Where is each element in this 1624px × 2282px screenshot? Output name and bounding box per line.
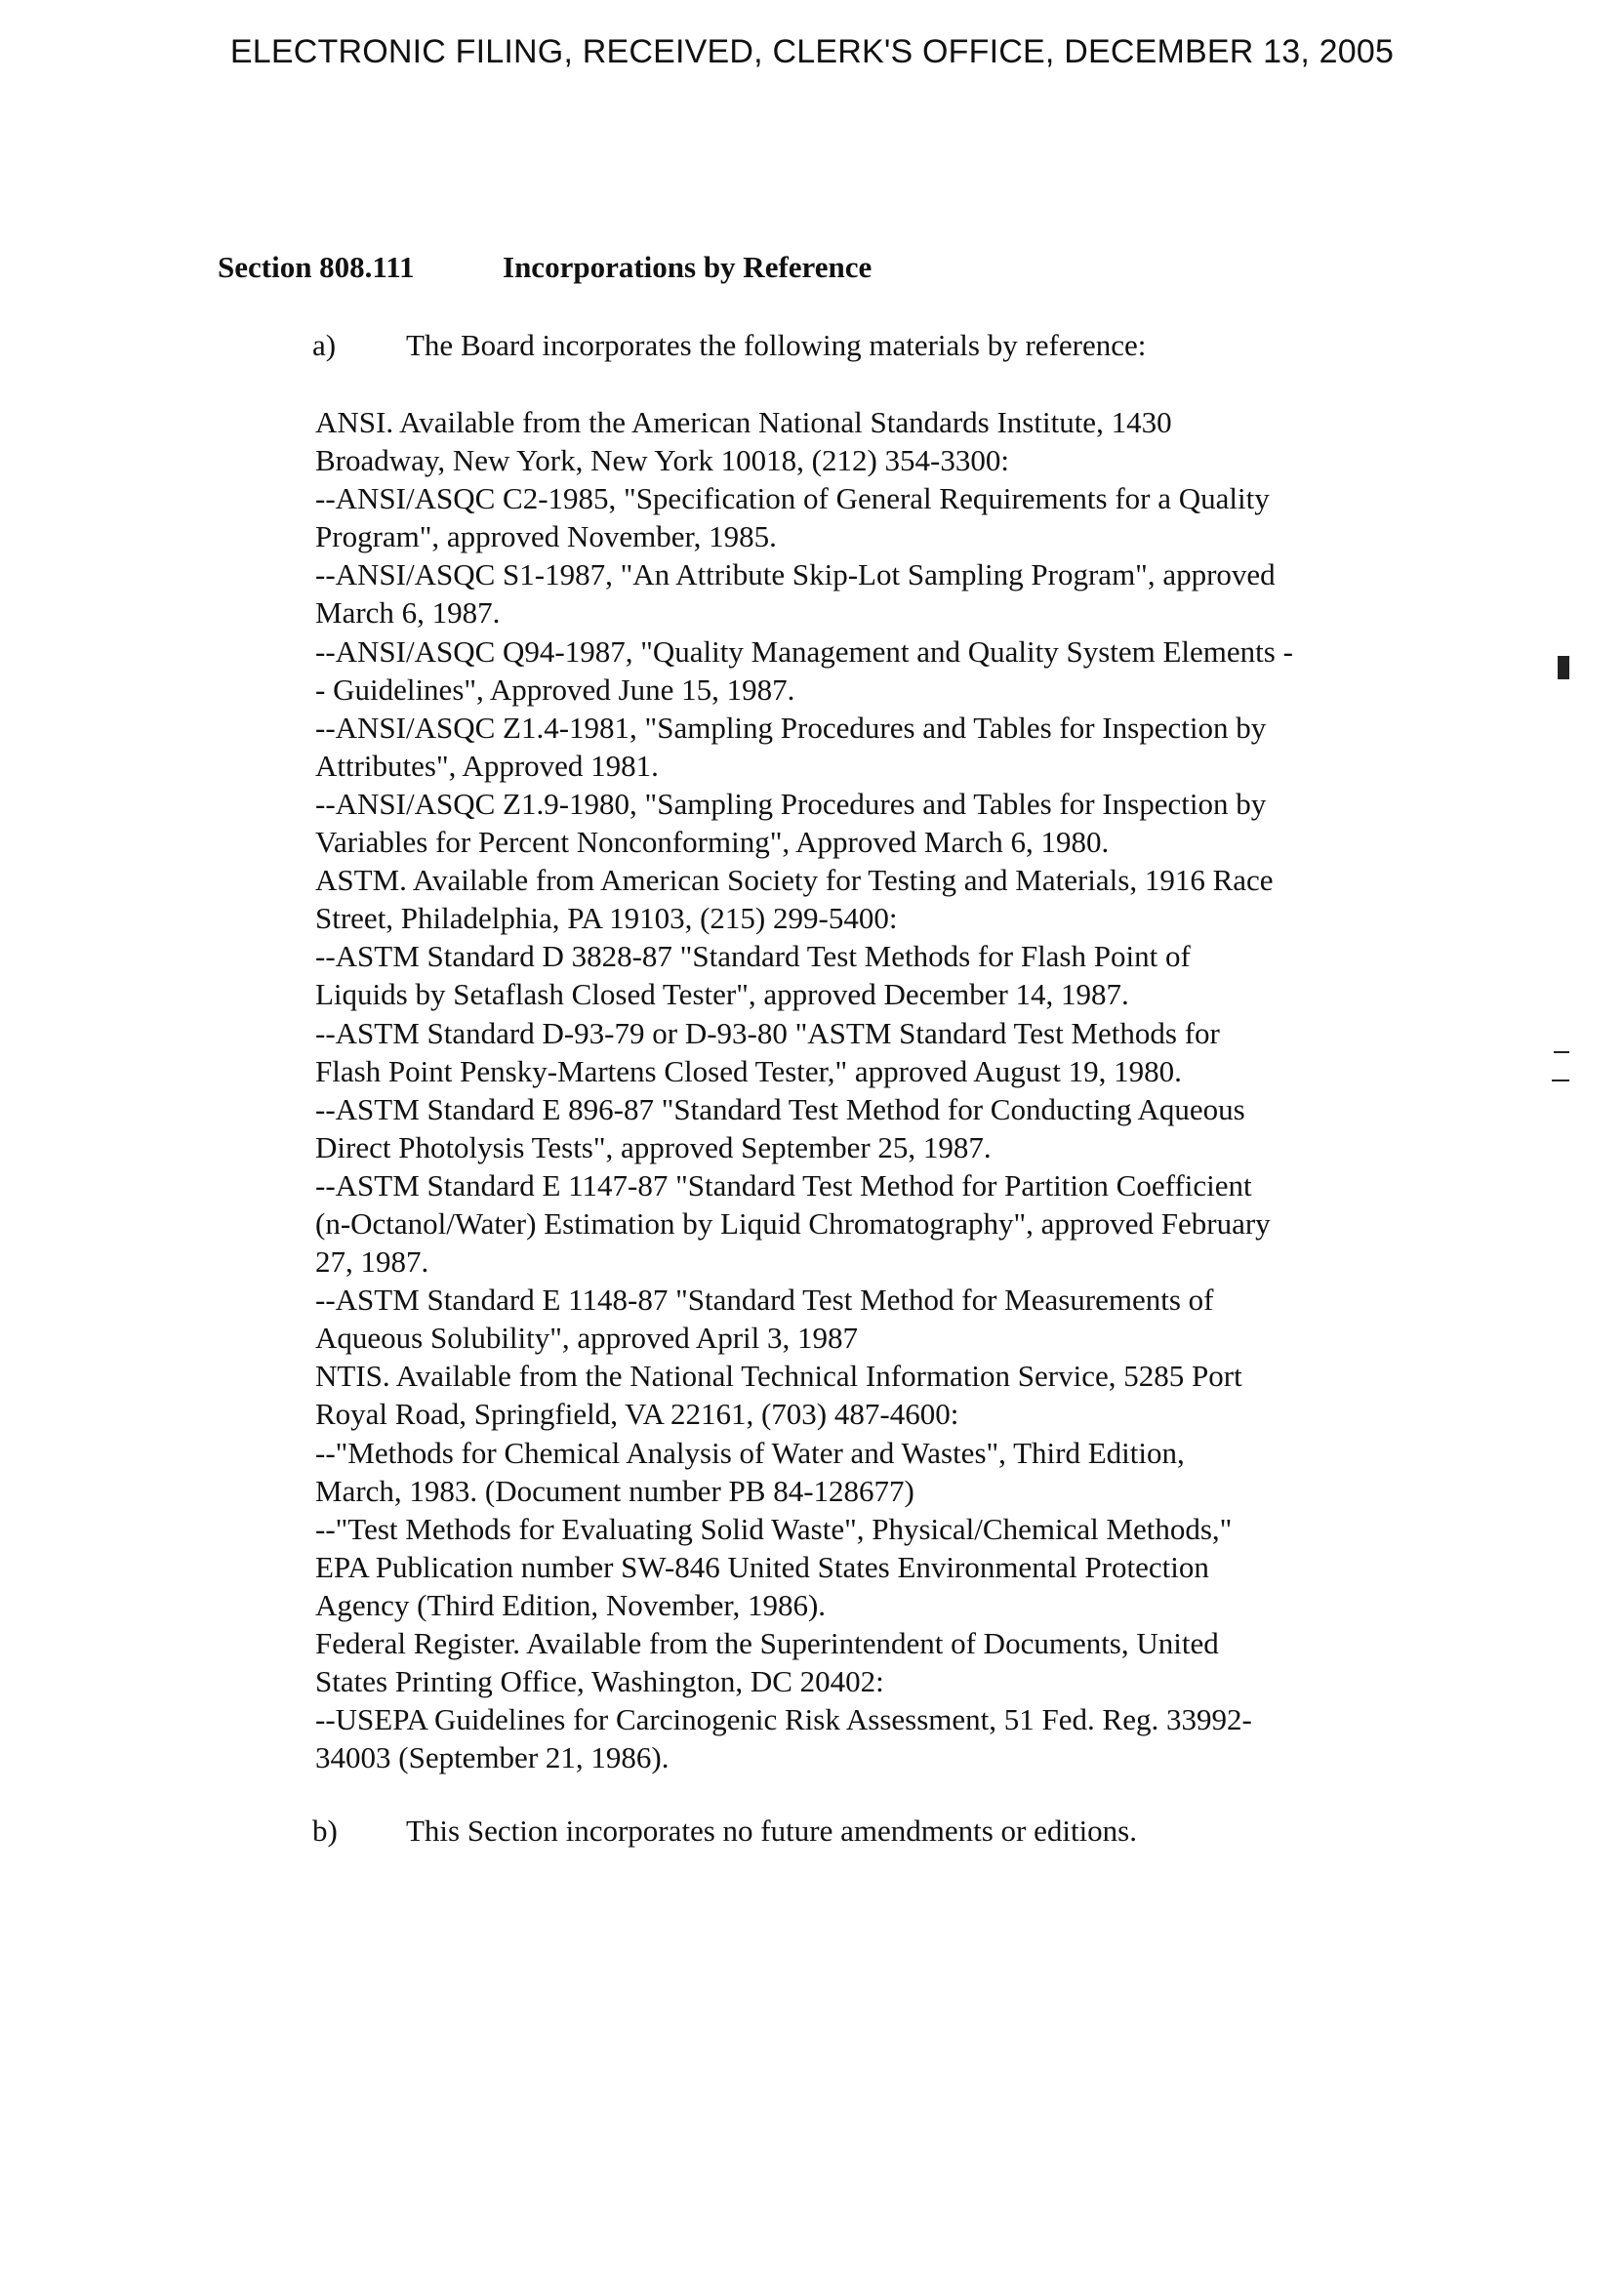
reference-line: --"Test Methods for Evaluating Solid Waste", Physical/Chemical Methods," bbox=[315, 1511, 1233, 1546]
reference-line: Agency (Third Edition, November, 1986). bbox=[315, 1587, 827, 1622]
reference-line: --USEPA Guidelines for Carcinogenic Risk Assessment, 51 Fed. Reg. 33992- bbox=[315, 1702, 1252, 1737]
section-title: Incorporations by Reference bbox=[503, 250, 873, 284]
reference-line: Program", approved November, 1985. bbox=[315, 519, 777, 554]
reference-line: --ASTM Standard D 3828-87 "Standard Test Methods for Flash Point of bbox=[315, 939, 1191, 974]
reference-line: EPA Publication number SW-846 United States Environmental Protection bbox=[315, 1549, 1209, 1584]
reference-line: --ANSI/ASQC Q94-1987, "Quality Management and Quality System Elements - bbox=[315, 633, 1293, 669]
reference-line: Liquids by Setaflash Closed Tester", approved December 14, 1987. bbox=[315, 977, 1129, 1012]
paragraph-a bbox=[312, 328, 1146, 363]
section-number: Section 808.111 bbox=[218, 250, 415, 284]
section-heading bbox=[218, 250, 872, 285]
reference-line: 34003 (September 21, 1986). bbox=[315, 1740, 670, 1775]
reference-line: Aqueous Solubility", approved April 3, 1987 bbox=[315, 1321, 858, 1356]
paragraph-a-text: The Board incorporates the following materials by reference: bbox=[406, 328, 1147, 362]
reference-line: NTIS. Available from the National Technical Information Service, 5285 Port bbox=[315, 1359, 1242, 1394]
reference-line: ASTM. Available from American Society for Testing and Materials, 1916 Race bbox=[315, 863, 1274, 898]
reference-line: --ASTM Standard E 1148-87 "Standard Test Method for Measurements of bbox=[315, 1283, 1214, 1318]
reference-line: March 6, 1987. bbox=[315, 595, 501, 631]
reference-line: March, 1983. (Document number PB 84-128677) bbox=[315, 1473, 914, 1508]
reference-line: Direct Photolysis Tests", approved September 25, 1987. bbox=[315, 1129, 992, 1164]
reference-line: - Guidelines", Approved June 15, 1987. bbox=[315, 672, 795, 707]
reference-line: Flash Point Pensky-Martens Closed Tester," approved August 19, 1980. bbox=[315, 1053, 1182, 1088]
filing-stamp-header: ELECTRONIC FILING, RECEIVED, CLERK'S OFFICE, DECEMBER 13, 2005 bbox=[229, 33, 1395, 70]
paragraph-b-text: This Section incorporates no future amendments or editions. bbox=[406, 1813, 1137, 1848]
reference-line: Royal Road, Springfield, VA 22161, (703) 487-4600: bbox=[315, 1397, 959, 1432]
reference-line: --ANSI/ASQC C2-1985, "Specification of General Requirements for a Quality bbox=[315, 481, 1270, 516]
reference-line: Variables for Percent Nonconforming", Approved March 6, 1980. bbox=[315, 825, 1110, 860]
margin-scan-mark bbox=[1554, 1051, 1569, 1053]
reference-line: --ASTM Standard E 1147-87 "Standard Test Method for Partition Coefficient bbox=[315, 1167, 1252, 1202]
reference-line: Street, Philadelphia, PA 19103, (215) 299-5400: bbox=[315, 901, 898, 936]
reference-line: States Printing Office, Washington, DC 20402: bbox=[315, 1664, 884, 1699]
reference-line: --ANSI/ASQC S1-1987, "An Attribute Skip-Lot Sampling Program", approved bbox=[315, 557, 1276, 592]
reference-line: --ASTM Standard D-93-79 or D-93-80 "ASTM Standard Test Methods for bbox=[315, 1015, 1220, 1050]
reference-line: Attributes", Approved 1981. bbox=[315, 748, 659, 783]
paragraph-a-marker: a) bbox=[312, 328, 337, 362]
reference-line: 27, 1987. bbox=[315, 1244, 429, 1280]
reference-line: (n-Octanol/Water) Estimation by Liquid Chromatography", approved February bbox=[315, 1205, 1271, 1241]
margin-scan-mark bbox=[1552, 1080, 1569, 1081]
reference-line: --ANSI/ASQC Z1.4-1981, "Sampling Procedures and Tables for Inspection by bbox=[315, 710, 1267, 745]
paragraph-b bbox=[312, 1813, 1137, 1849]
reference-line: Broadway, New York, New York 10018, (212) 354-3300: bbox=[315, 443, 1009, 478]
reference-line: ANSI. Available from the American National Standards Institute, 1430 bbox=[315, 405, 1172, 439]
reference-line: --ANSI/ASQC Z1.9-1980, "Sampling Procedures and Tables for Inspection by bbox=[315, 786, 1267, 821]
margin-scan-mark bbox=[1558, 656, 1569, 679]
reference-line: --"Methods for Chemical Analysis of Water and Wastes", Third Edition, bbox=[315, 1435, 1185, 1470]
reference-line: Federal Register. Available from the Superintendent of Documents, United bbox=[315, 1626, 1219, 1660]
paragraph-b-marker: b) bbox=[312, 1813, 338, 1848]
reference-line: --ASTM Standard E 896-87 "Standard Test Method for Conducting Aqueous bbox=[315, 1091, 1245, 1126]
reference-list bbox=[315, 403, 1293, 1776]
